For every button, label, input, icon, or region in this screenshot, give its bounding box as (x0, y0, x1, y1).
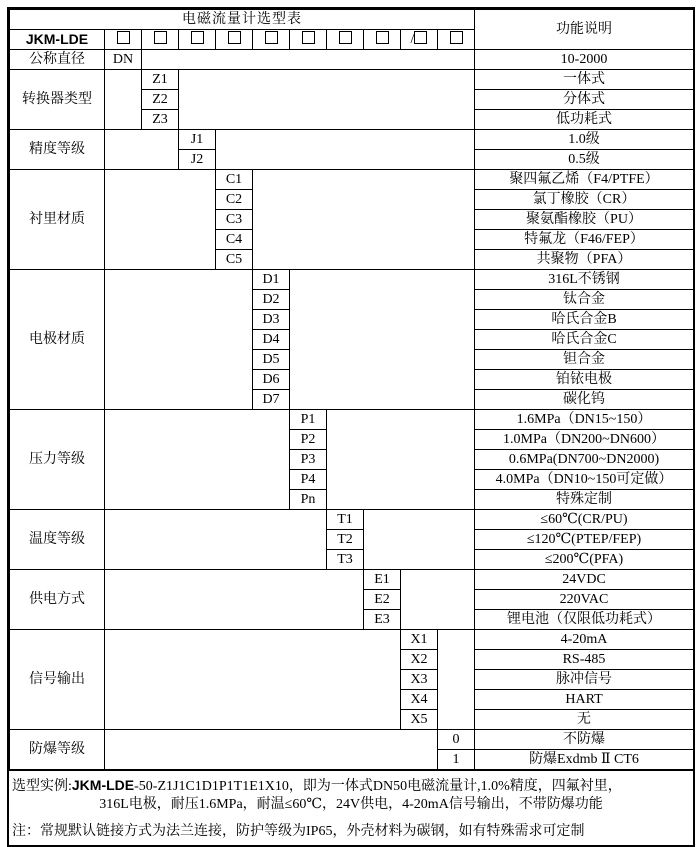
code-cell: D4 (253, 330, 290, 350)
function-desc-cell: 聚四氟乙烯（F4/PTFE） (475, 170, 694, 190)
empty-cell (253, 170, 475, 270)
code-cell: Z2 (142, 90, 179, 110)
code-cell: D7 (253, 390, 290, 410)
code-cell: X3 (401, 670, 438, 690)
function-desc-cell: 4.0MPa（DN10~150可定做） (475, 470, 694, 490)
empty-cell (105, 570, 364, 630)
function-desc-cell: 4-20mA (475, 630, 694, 650)
function-desc-cell: 220VAC (475, 590, 694, 610)
code-cell: C3 (216, 210, 253, 230)
checkbox-icon (265, 31, 278, 44)
function-desc-cell: ≤200℃(PFA) (475, 550, 694, 570)
table-row (10, 570, 694, 590)
code-cell: P2 (290, 430, 327, 450)
category-label: 转换器类型 (10, 70, 105, 130)
empty-cell (179, 70, 475, 130)
category-label: 精度等级 (10, 130, 105, 170)
code-cell: P1 (290, 410, 327, 430)
code-cell: D6 (253, 370, 290, 390)
function-desc-cell: 钛合金 (475, 290, 694, 310)
code-cell: E1 (364, 570, 401, 590)
table-row (10, 170, 694, 190)
example-line-1 (12, 776, 690, 796)
function-desc-cell: 铂铱电极 (475, 370, 694, 390)
function-desc-cell: 钽合金 (475, 350, 694, 370)
function-desc-cell: 10-2000 (475, 50, 694, 70)
checkbox-icon (376, 31, 389, 44)
empty-cell (105, 70, 142, 130)
code-cell: C2 (216, 190, 253, 210)
code-cell: C5 (216, 250, 253, 270)
empty-cell (290, 270, 475, 410)
selection-table (9, 9, 694, 770)
table-row (10, 50, 694, 70)
table-row (10, 510, 694, 530)
code-cell: J2 (179, 150, 216, 170)
table-title: 电磁流量计选型表 (10, 10, 475, 30)
function-desc-cell: 哈氏合金B (475, 310, 694, 330)
function-desc-cell: 共聚物（PFA） (475, 250, 694, 270)
checkbox-icon (228, 31, 241, 44)
example-label: 选型实例: (12, 779, 72, 794)
empty-cell (105, 410, 290, 510)
checkbox-icon (117, 31, 130, 44)
empty-cell (142, 50, 475, 70)
category-label: 防爆等级 (10, 730, 105, 770)
category-label: 压力等级 (10, 410, 105, 510)
code-cell: P4 (290, 470, 327, 490)
code-cell: Z1 (142, 70, 179, 90)
function-desc-cell: ≤120℃(PTEP/FEP) (475, 530, 694, 550)
code-cell: P3 (290, 450, 327, 470)
title-row (10, 10, 694, 30)
function-desc-cell: HART (475, 690, 694, 710)
category-label: 温度等级 (10, 510, 105, 570)
category-label: 衬里材质 (10, 170, 105, 270)
code-cell: D2 (253, 290, 290, 310)
function-desc-cell: 脉冲信号 (475, 670, 694, 690)
empty-cell (327, 410, 475, 510)
code-cell: X4 (401, 690, 438, 710)
code-cell: J1 (179, 130, 216, 150)
model-checkbox-cell (142, 30, 179, 50)
function-desc-cell: 氯丁橡胶（CR） (475, 190, 694, 210)
checkbox-icon (302, 31, 315, 44)
function-desc-cell: 1.0MPa（DN200~DN600） (475, 430, 694, 450)
empty-cell (105, 270, 253, 410)
checkbox-icon (414, 31, 427, 44)
model-checkbox-cell (290, 30, 327, 50)
category-label: 公称直径 (10, 50, 105, 70)
code-cell: T3 (327, 550, 364, 570)
empty-cell (364, 510, 475, 570)
function-desc-cell: 不防爆 (475, 730, 694, 750)
code-cell: C4 (216, 230, 253, 250)
function-desc-cell: 24VDC (475, 570, 694, 590)
function-desc-cell: 低功耗式 (475, 110, 694, 130)
code-cell: 1 (438, 750, 475, 770)
empty-cell (105, 130, 179, 170)
checkbox-icon (191, 31, 204, 44)
model-code: JKM-LDE (10, 30, 105, 50)
code-cell: 0 (438, 730, 475, 750)
function-desc-cell: ≤60℃(CR/PU) (475, 510, 694, 530)
selection-sheet (7, 7, 695, 847)
code-cell: C1 (216, 170, 253, 190)
code-cell: E3 (364, 610, 401, 630)
function-desc-cell: 哈氏合金C (475, 330, 694, 350)
model-checkbox-cell (364, 30, 401, 50)
function-desc-cell: 一体式 (475, 70, 694, 90)
function-desc-cell: 聚氨酯橡胶（PU） (475, 210, 694, 230)
function-desc-cell: 锂电池（仅限低功耗式） (475, 610, 694, 630)
function-desc-cell: 分体式 (475, 90, 694, 110)
model-checkbox-cell (327, 30, 364, 50)
empty-cell (105, 170, 216, 270)
function-desc-cell: 316L不锈钢 (475, 270, 694, 290)
footer-notes (9, 770, 693, 845)
table-row (10, 630, 694, 650)
model-checkbox-cell: / (401, 30, 438, 50)
code-cell: T2 (327, 530, 364, 550)
code-cell: X2 (401, 650, 438, 670)
code-cell: T1 (327, 510, 364, 530)
note-line: 注：常规默认链接方式为法兰连接，防护等级为IP65，外壳材料为碳钢，如有特殊需求可定制 (12, 824, 585, 839)
empty-cell (216, 130, 475, 170)
table-row (10, 730, 694, 750)
empty-cell (105, 630, 401, 730)
empty-cell (438, 630, 475, 730)
function-desc-cell: 1.0级 (475, 130, 694, 150)
code-cell: D1 (253, 270, 290, 290)
function-desc-cell: 1.6MPa（DN15~150） (475, 410, 694, 430)
code-cell: X1 (401, 630, 438, 650)
function-desc-cell: 碳化钨 (475, 390, 694, 410)
code-cell: DN (105, 50, 142, 70)
code-cell: D3 (253, 310, 290, 330)
function-desc-cell: 无 (475, 710, 694, 730)
code-cell: E2 (364, 590, 401, 610)
example-line-2: 316L电极，耐压1.6MPa，耐温≤60℃，24V供电，4-20mA信号输出，不带防爆功能 (99, 797, 603, 812)
empty-cell (401, 570, 475, 630)
function-desc-cell: RS-485 (475, 650, 694, 670)
code-cell: D5 (253, 350, 290, 370)
model-checkbox-cell (253, 30, 290, 50)
table-row (10, 270, 694, 290)
function-column-header: 功能说明 (475, 10, 694, 50)
code-cell: X5 (401, 710, 438, 730)
empty-cell (105, 730, 438, 770)
code-cell: Z3 (142, 110, 179, 130)
model-checkbox-cell (438, 30, 475, 50)
function-desc-cell: 0.6MPa(DN700~DN2000) (475, 450, 694, 470)
model-checkbox-cell (216, 30, 253, 50)
checkbox-icon (339, 31, 352, 44)
model-checkbox-cell (105, 30, 142, 50)
function-desc-cell: 0.5级 (475, 150, 694, 170)
table-row (10, 410, 694, 430)
category-label: 信号输出 (10, 630, 105, 730)
code-cell: Pn (290, 490, 327, 510)
example-rest: -50-Z1J1C1D1P1T1E1X10，即为一体式DN50电磁流量计,1.0%精度，四氟衬里， (134, 779, 622, 794)
function-desc-cell: 特氟龙（F46/FEP） (475, 230, 694, 250)
function-desc-cell: 特殊定制 (475, 490, 694, 510)
checkbox-icon (154, 31, 167, 44)
empty-cell (105, 510, 327, 570)
category-label: 供电方式 (10, 570, 105, 630)
table-row (10, 130, 694, 150)
category-label: 电极材质 (10, 270, 105, 410)
checkbox-icon (450, 31, 463, 44)
model-checkbox-cell (179, 30, 216, 50)
example-model-code: JKM-LDE (71, 777, 135, 793)
function-desc-cell: 防爆Exdmb Ⅱ CT6 (475, 750, 694, 770)
table-row (10, 70, 694, 90)
